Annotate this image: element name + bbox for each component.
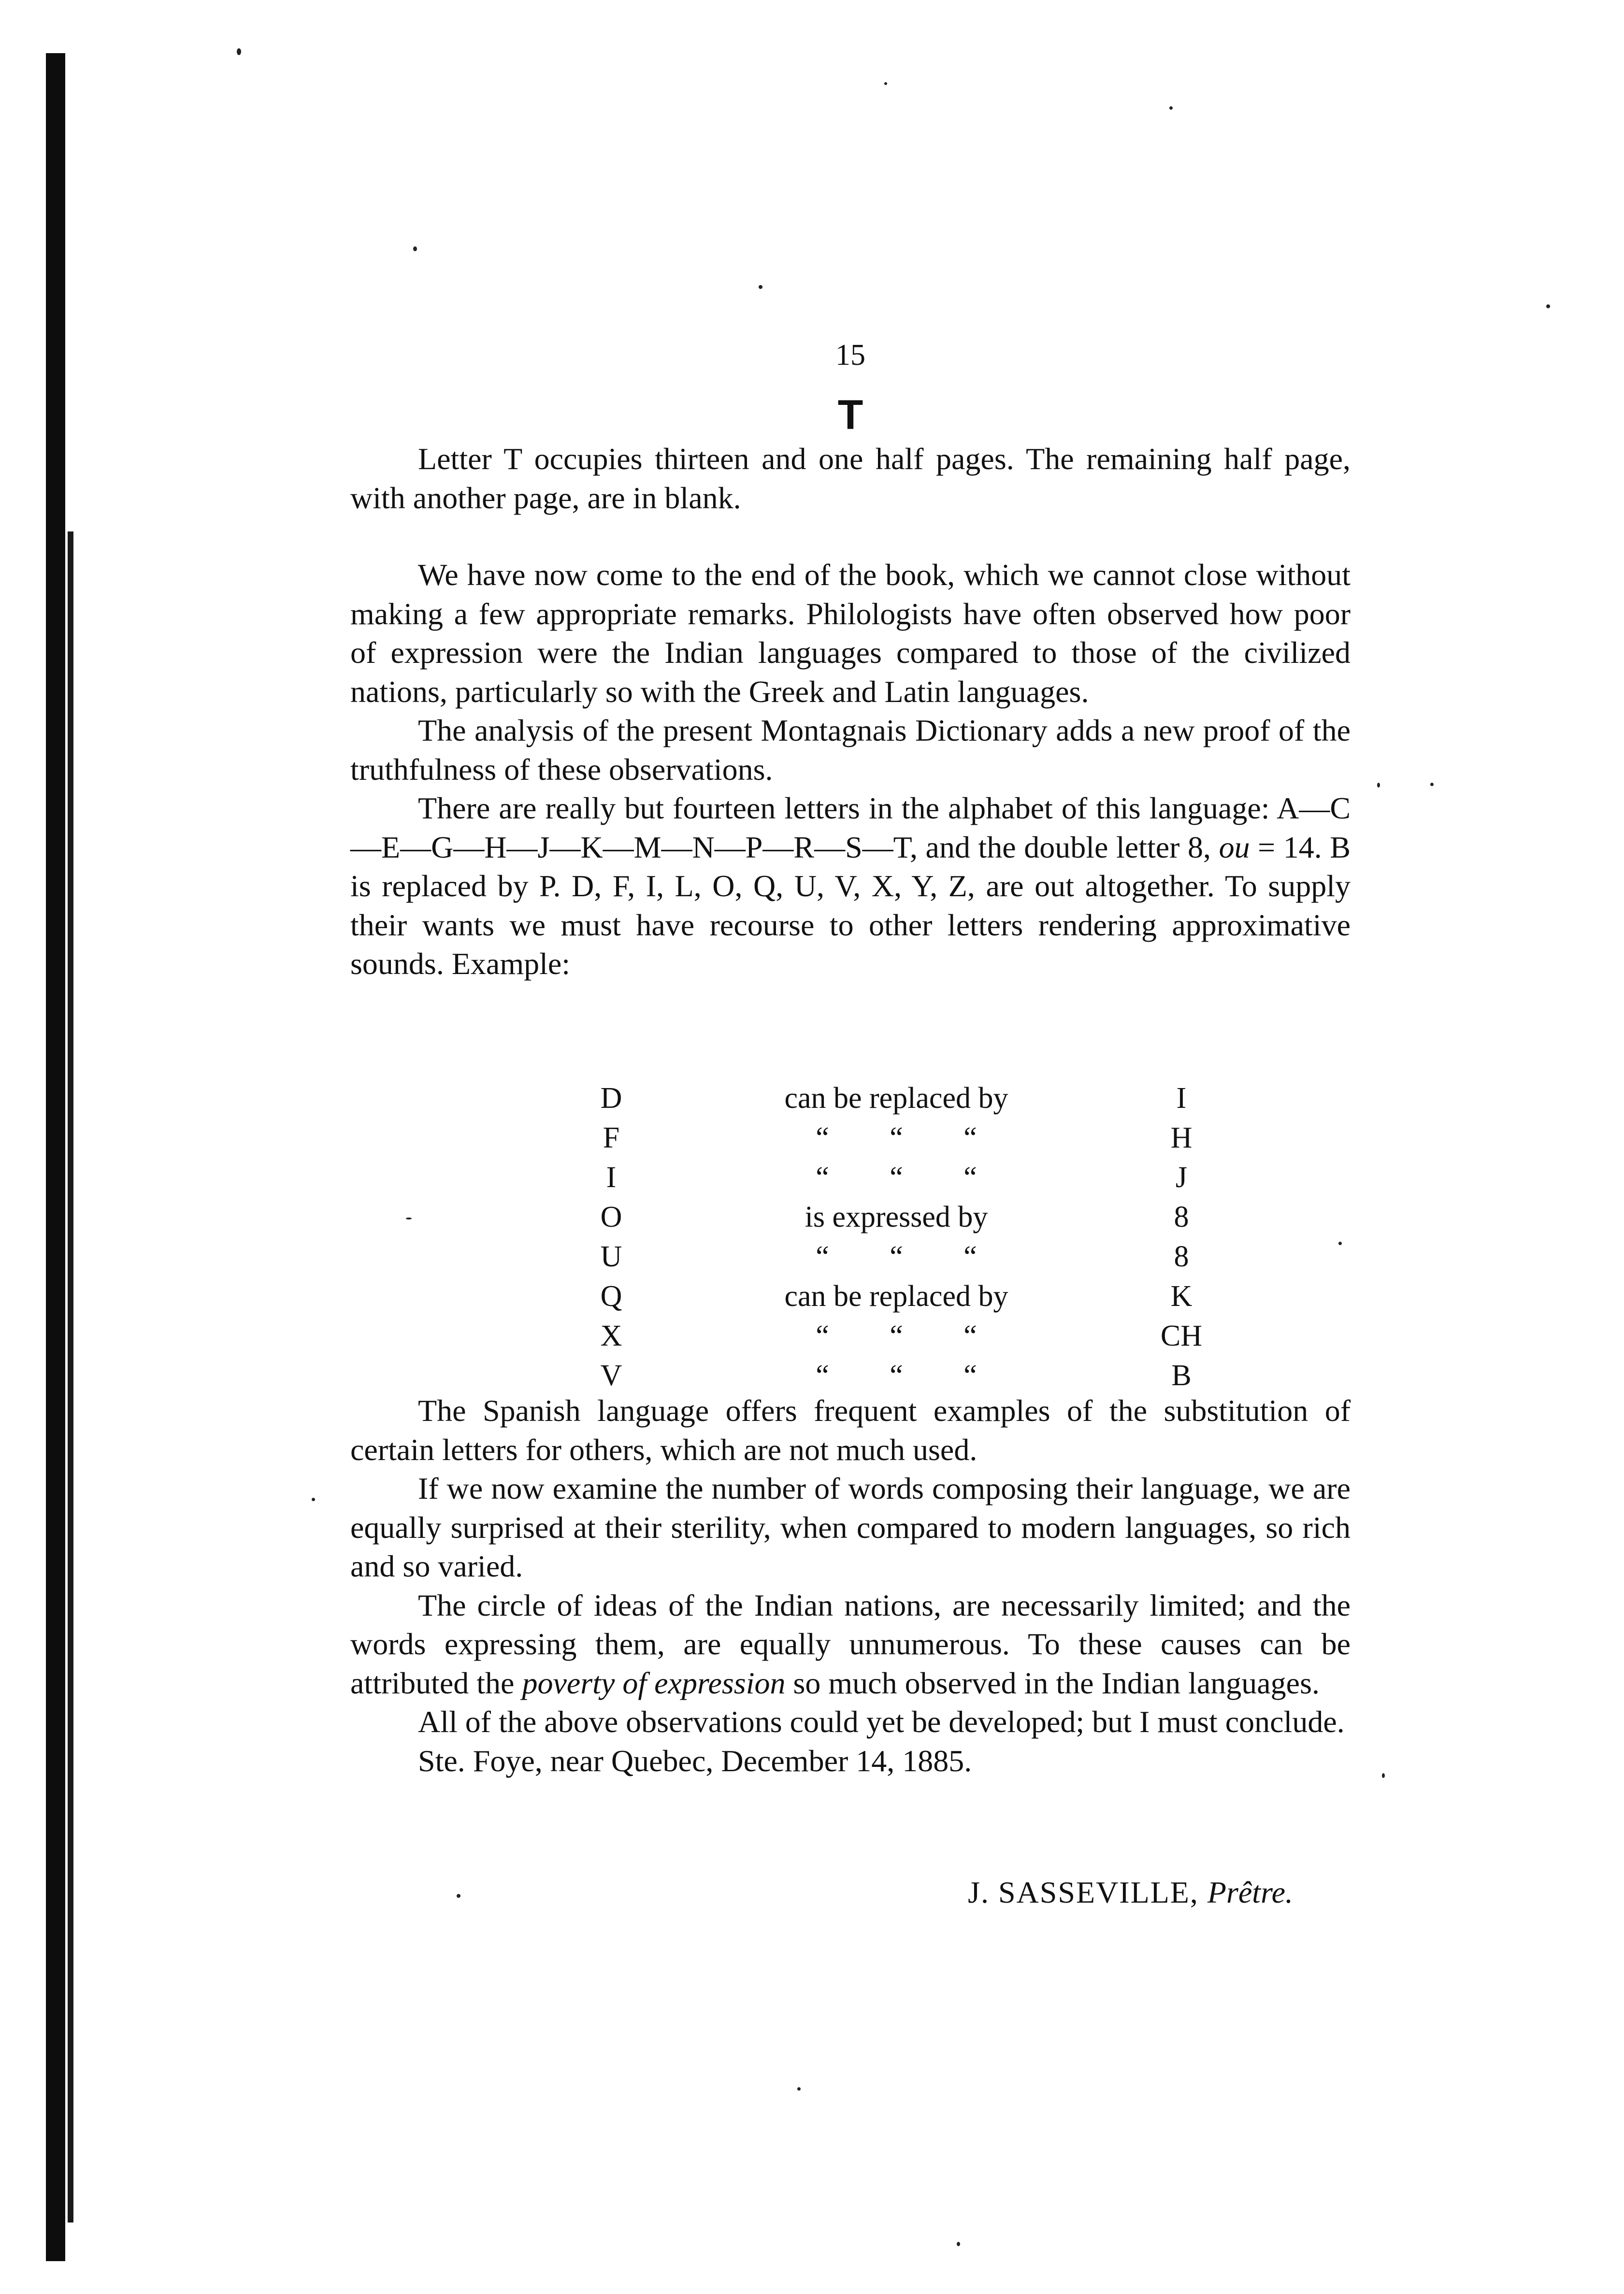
replacement-cell: H [1170,1121,1193,1154]
phrase-cell: “ “ “ [816,1319,977,1352]
table-row [570,1237,1222,1276]
scan-speck [1546,304,1550,308]
scan-speck [457,1894,460,1898]
paragraph-alphabet [350,789,1351,984]
poverty-text-start: The circle of ideas of the Indian nations, are necessarily limited; and the words expressing them, are equally unnumerous. To these causes can be attributed the [350,1588,1351,1700]
scan-speck [884,82,887,85]
section-letter-heading: T [837,392,863,438]
table-row [570,1118,1222,1158]
phrase-cell: can be replaced by [784,1279,1008,1313]
replacement-cell: 8 [1174,1200,1189,1233]
phrase-cell: “ “ “ [816,1240,977,1273]
phrase-cell: “ “ “ [816,1359,977,1392]
intro-paragraph: Letter T occupies thirteen and one half pages. The remaining half page, with another page, are in blank. [350,442,1351,515]
table-row [570,1197,1222,1237]
intro-block [350,440,1351,517]
scan-speck [406,1218,412,1219]
paragraph-poverty [350,1586,1351,1703]
phrase-cell: “ “ “ [816,1161,977,1194]
scan-speck [413,246,417,251]
date-line: Ste. Foye, near Quebec, December 14, 1885. [418,1743,972,1778]
scan-speck [1377,783,1380,788]
alphabet-text-start: There are really but fourteen letters in the alphabet of this language: A—C—E—G—H—J—K—M—N—P—R—S—T, and the double letter 8, [350,791,1351,864]
table-row [570,1276,1222,1316]
replacement-cell: CH [1160,1319,1203,1352]
paragraph-conclusion: All of the above observations could yet be developed; but I must conclude. [418,1705,1345,1739]
scan-speck [312,1498,315,1501]
letter-substitution-table [570,1078,1222,1395]
letter-cell: U [600,1240,622,1273]
phrase-cell: can be replaced by [784,1081,1008,1115]
paragraph-sterility: If we now examine the number of words composing their language, we are equally surprised at their sterility, when compared to modern languages, so rich and so varied. [350,1471,1351,1583]
page-number: 15 [835,339,865,372]
table-row [570,1078,1222,1118]
phrase-cell: “ “ “ [816,1121,977,1154]
signature [968,1875,1293,1910]
replacement-cell: K [1170,1279,1193,1313]
table-row [570,1158,1222,1197]
poverty-text-end: so much observed in the Indian languages. [785,1665,1320,1700]
poverty-italic: poverty of expression [522,1665,786,1700]
letter-cell: F [603,1121,620,1154]
main-text-block [350,556,1351,984]
scan-speck [1338,1242,1342,1245]
replacement-cell: B [1171,1359,1192,1392]
scan-edge-shadow-inner [68,531,73,2222]
table-row [570,1356,1222,1395]
paragraph-spanish: The Spanish language offers frequent examples of the substitution of certain letters for others, which are not much used. [350,1393,1351,1467]
scan-speck [797,2087,801,2091]
table-row [570,1316,1222,1356]
scan-speck [237,48,241,55]
scan-speck [1382,1773,1385,1778]
letter-cell: O [600,1200,622,1233]
letter-cell: D [600,1081,622,1115]
alphabet-ou: ou [1219,830,1250,864]
letter-cell: I [606,1161,617,1194]
phrase-cell: is expressed by [805,1200,988,1233]
scan-speck [759,285,762,289]
signature-title: Prêtre. [1207,1875,1293,1909]
paragraph-remarks: We have now come to the end of the book, which we cannot close without making a few appropriate remarks. Philologists have often observed how poor of expression were the Indian languages compared to those of the civilized nations, particularly so with the Greek and Latin languages. [350,558,1351,709]
paragraph-analysis: The analysis of the present Montagnais Dictionary adds a new proof of the truthfulness of these observations. [350,713,1351,787]
letter-cell: V [600,1359,622,1392]
letter-cell: X [600,1319,622,1352]
scan-speck [957,2242,960,2246]
letter-cell: Q [600,1279,622,1313]
replacement-cell: J [1175,1161,1188,1194]
replacement-cell: 8 [1174,1240,1189,1273]
scan-edge-shadow [46,53,65,2261]
alphabet-text-end: = 14. B is replaced by P. D, F, I, L, O, Q, U, V, X, Y, Z, are out altogether. To supply their wants we must have recourse to other letters rendering approximative sounds. Example: [350,830,1351,981]
scan-speck [1169,106,1173,110]
replacement-cell: I [1176,1081,1187,1115]
scan-speck [1430,783,1434,786]
signature-name: J. SASSEVILLE, [968,1875,1199,1909]
closing-text-block [350,1391,1351,1780]
